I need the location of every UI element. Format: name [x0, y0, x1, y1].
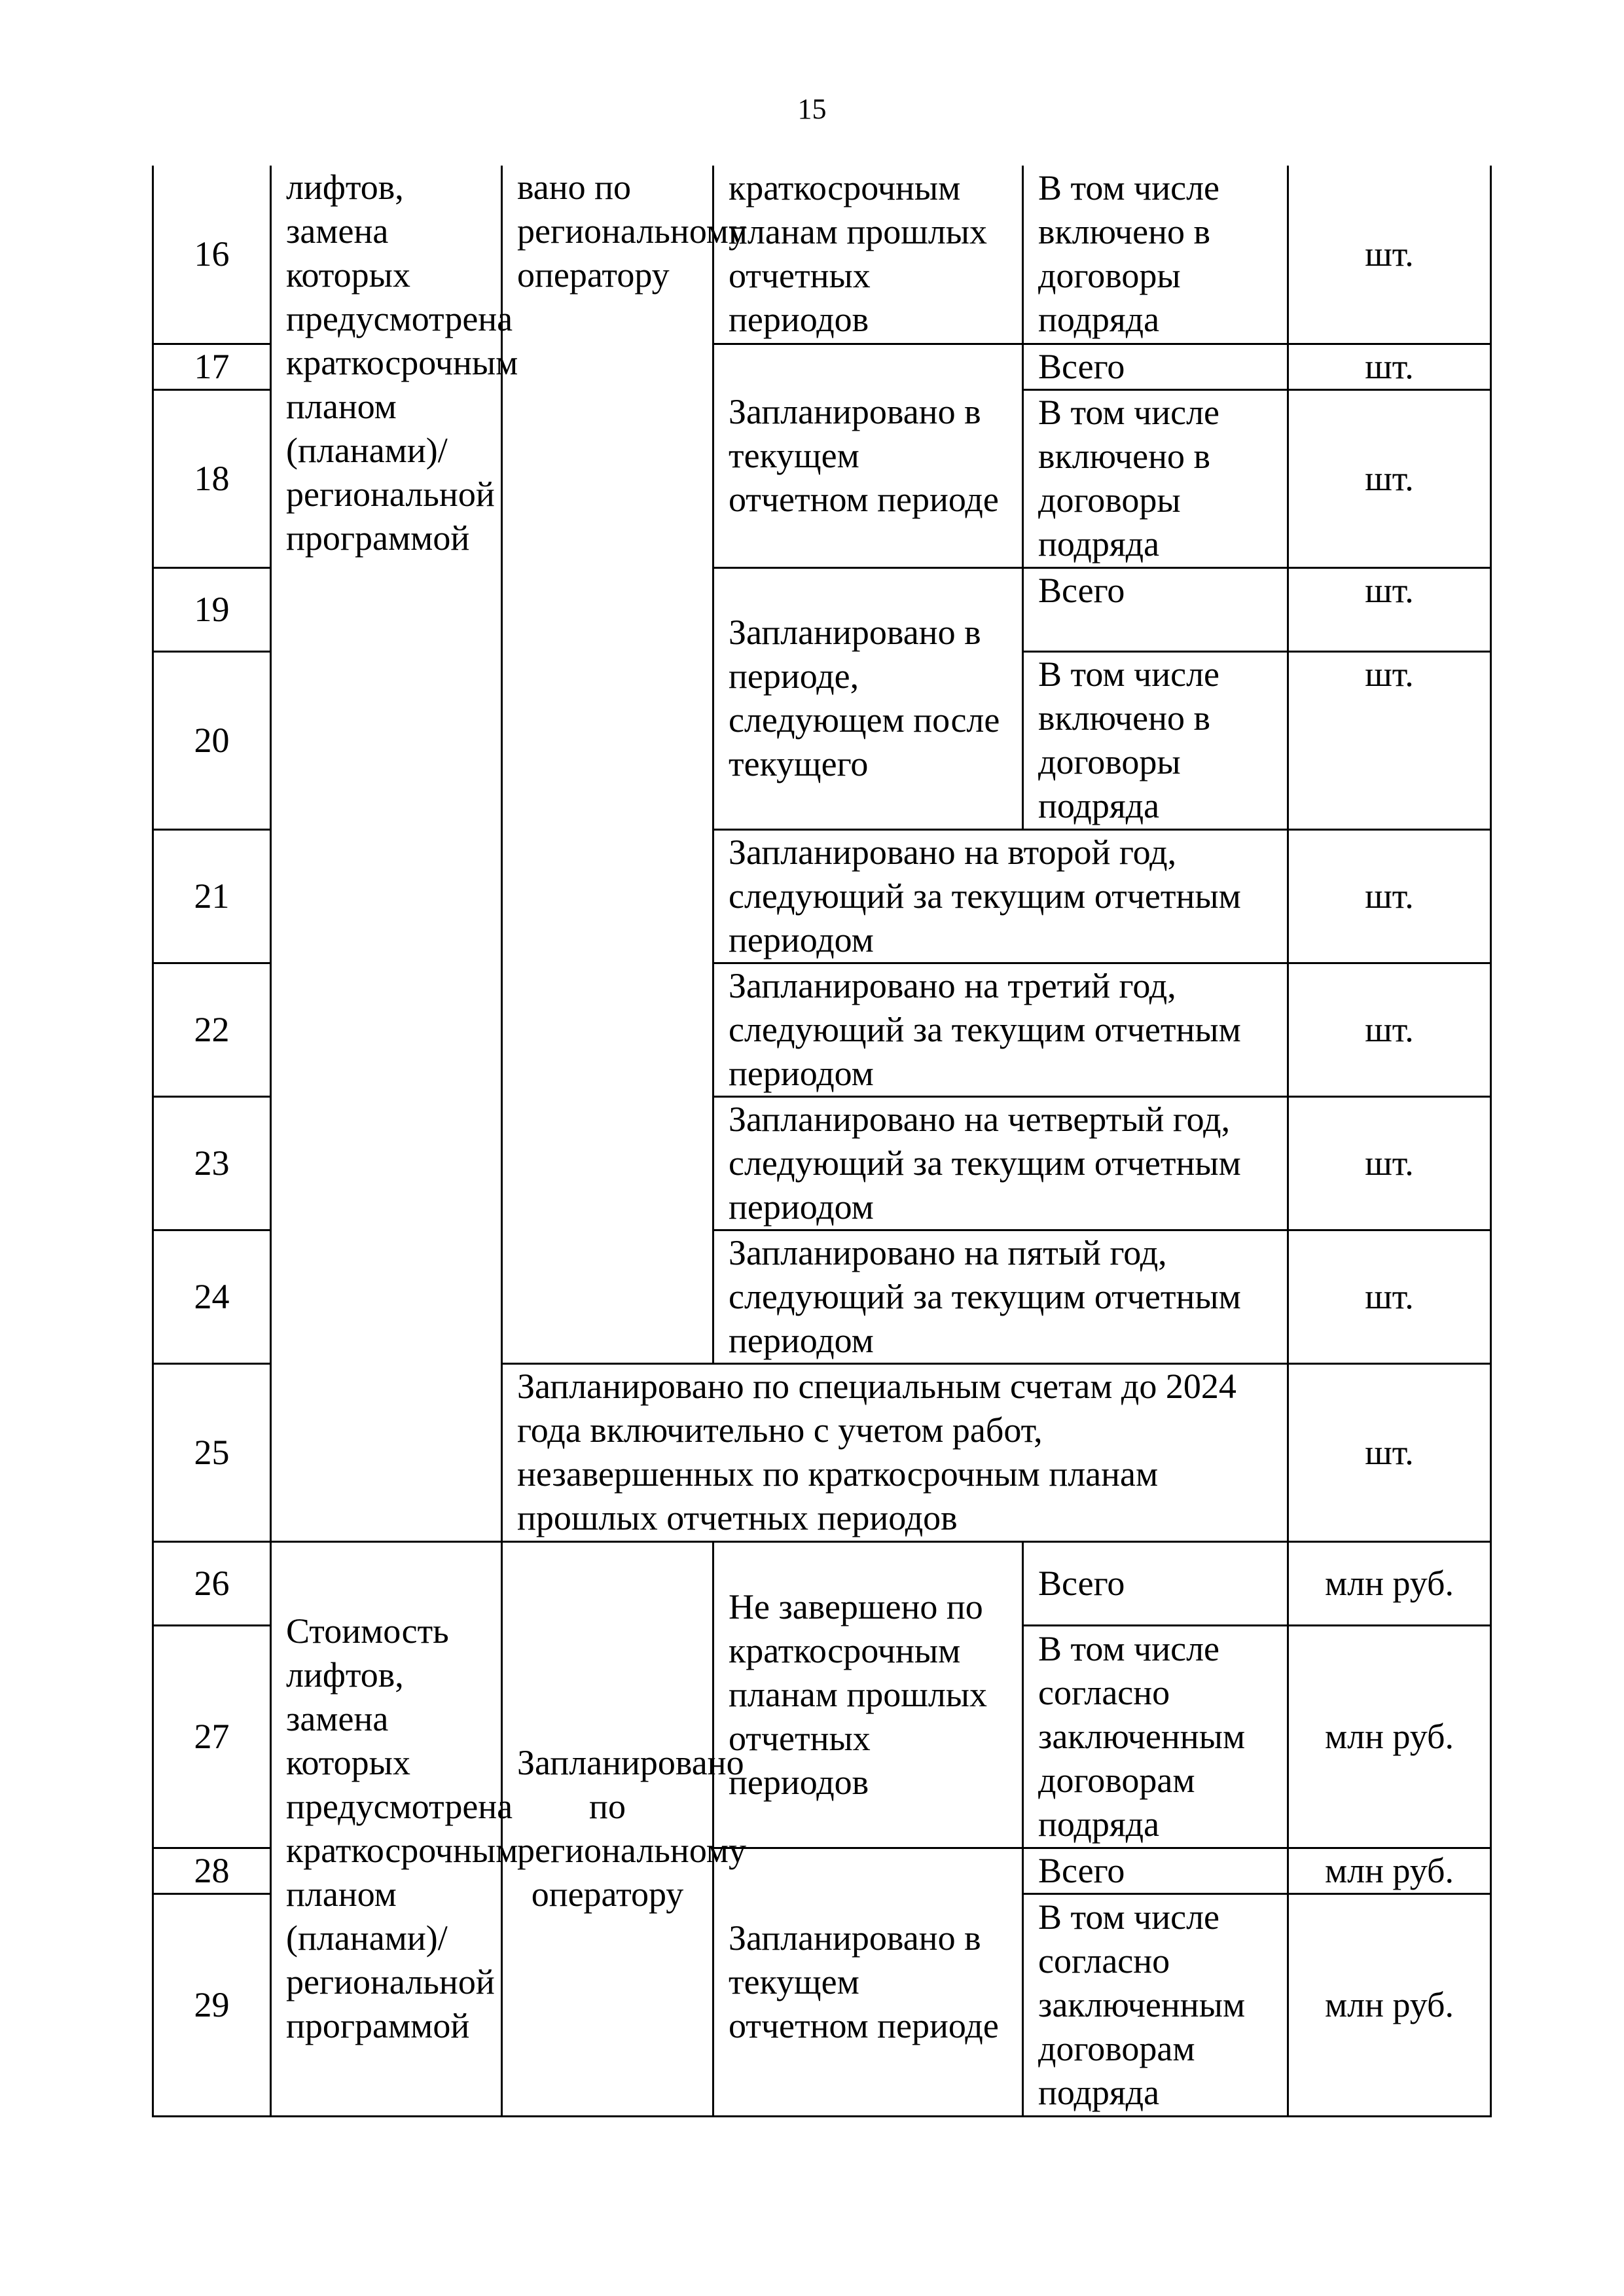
row-number: 28 — [153, 1848, 271, 1893]
detail-cell: Всего — [1023, 344, 1288, 389]
status-cell: Запланировано в текущем отчетном периоде — [713, 1848, 1023, 2116]
status-cell: Не завершено по краткосрочным планам прошлых отчетных периодов — [713, 1541, 1023, 1848]
row-number: 22 — [153, 963, 271, 1096]
row-number: 21 — [153, 829, 271, 963]
detail-cell: В том числе согласно заключенным договорам подряда — [1023, 1625, 1288, 1848]
detail-cell: В том числе включено в договоры подряда — [1023, 389, 1288, 567]
detail-cell: В том числе включено в договоры подряда — [1023, 651, 1288, 829]
indicator-cell: Стоимость лифтов, замена которых предусмотрена краткосрочным планом (планами)/региональной программой — [271, 1541, 502, 2116]
row-number: 27 — [153, 1625, 271, 1848]
unit-cell: шт. — [1288, 344, 1491, 389]
detail-cell: Всего — [1023, 1541, 1288, 1625]
status-cell: краткосрочным планам прошлых отчетных периодов — [713, 166, 1023, 344]
row-number: 17 — [153, 344, 271, 389]
row-number: 19 — [153, 567, 271, 651]
operator-cell: вано по региональному оператору — [502, 166, 713, 1363]
unit-cell: млн руб. — [1288, 1848, 1491, 1893]
unit-cell: шт. — [1288, 651, 1491, 829]
table-row — [153, 166, 1491, 344]
unit-cell: шт. — [1288, 166, 1491, 344]
unit-cell: млн руб. — [1288, 1893, 1491, 2116]
detail-cell: Всего — [1023, 1848, 1288, 1893]
row-number: 24 — [153, 1230, 271, 1363]
unit-cell: млн руб. — [1288, 1625, 1491, 1848]
operator-cell: Запланировано по региональному оператору — [502, 1541, 713, 2116]
row-number: 23 — [153, 1096, 271, 1230]
period-cell: Запланировано на второй год, следующий за текущим отчетным периодом — [713, 829, 1288, 963]
period-cell: Запланировано на четвертый год, следующий за текущим отчетным периодом — [713, 1096, 1288, 1230]
page-number: 15 — [797, 93, 827, 125]
row-number: 25 — [153, 1363, 271, 1541]
unit-cell: шт. — [1288, 829, 1491, 963]
unit-cell: шт. — [1288, 1230, 1491, 1363]
period-cell: Запланировано на пятый год, следующий за текущим отчетным периодом — [713, 1230, 1288, 1363]
special-accounts-cell: Запланировано по специальным счетам до 2024 года включительно с учетом работ, незавершенных по краткосрочным планам прошлых отчетных периодов — [502, 1363, 1288, 1541]
status-cell: Запланировано в текущем отчетном периоде — [713, 344, 1023, 567]
table-row — [153, 1541, 1491, 1625]
row-number: 16 — [153, 166, 271, 344]
status-cell: Запланировано в периоде, следующем после текущего — [713, 567, 1023, 829]
indicator-cell: лифтов, замена которых предусмотрена краткосрочным планом (планами)/региональной программой — [271, 166, 502, 1541]
unit-cell: млн руб. — [1288, 1541, 1491, 1625]
unit-cell: шт. — [1288, 1363, 1491, 1541]
unit-cell: шт. — [1288, 389, 1491, 567]
period-cell: Запланировано на третий год, следующий за текущим отчетным периодом — [713, 963, 1288, 1096]
detail-cell: Всего — [1023, 567, 1288, 651]
detail-cell: В том числе включено в договоры подряда — [1023, 166, 1288, 344]
unit-cell: шт. — [1288, 963, 1491, 1096]
unit-cell: шт. — [1288, 1096, 1491, 1230]
row-number: 18 — [153, 389, 271, 567]
report-table — [152, 166, 1492, 2117]
row-number: 26 — [153, 1541, 271, 1625]
detail-cell: В том числе согласно заключенным договорам подряда — [1023, 1893, 1288, 2116]
row-number: 29 — [153, 1893, 271, 2116]
unit-cell: шт. — [1288, 567, 1491, 651]
row-number: 20 — [153, 651, 271, 829]
